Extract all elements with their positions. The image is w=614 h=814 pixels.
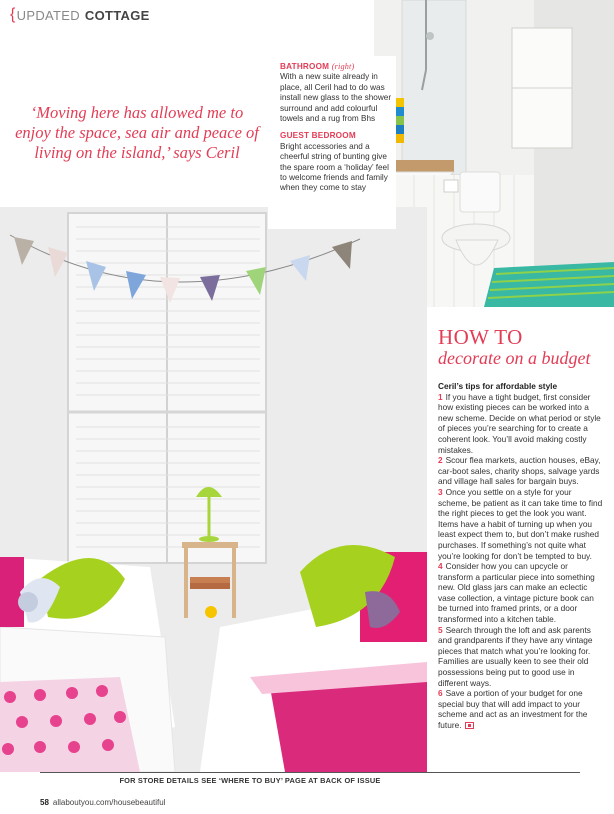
tip-item: [438, 455, 604, 487]
caption-bathroom: [280, 62, 396, 124]
caption-guest-bedroom: [280, 131, 396, 193]
tip-number: 6: [438, 688, 443, 699]
tip-text: If you have a tight budget, first consider how existing pieces can be worked into a new scheme. Decide on what period or style of pieces you’re searching for to create a coherent look. You’ll avoid making costly mistakes.: [438, 391, 601, 455]
tip-text: Once you settle on a style for your scheme, be patient as it can take time to find the right pieces to get the look you want. Items have a habit of turning up when you least expect them to, but don’t make rushed purchases. If something’s not quite what you’re looking for don’t be tempted to buy.: [438, 486, 603, 561]
how-to-intro: Ceril’s tips for affordable style: [438, 381, 558, 391]
footer-divider: [40, 772, 580, 773]
header-section: UPDATED: [16, 7, 80, 23]
tip-item: [438, 392, 604, 456]
photo-captions: [268, 56, 396, 229]
section-header: [10, 6, 150, 24]
tip-text: Scour flea markets, auction houses, eBay, car-boot sales, charity shops, salvage yards and village hall sales for bargain buys.: [438, 455, 601, 487]
page-folio: [40, 798, 165, 807]
magazine-url: allaboutyou.com/housebeautiful: [52, 798, 166, 807]
how-to-title: HOW TO: [438, 325, 523, 349]
caption-heading: GUEST BEDROOM: [280, 131, 356, 141]
tip-number: 2: [438, 455, 443, 466]
tip-item: [438, 688, 604, 730]
tip-number: 1: [438, 391, 443, 402]
store-details-note: FOR STORE DETAILS SEE ‘WHERE TO BUY’ PAGE AT BACK OF ISSUE: [119, 776, 381, 785]
tip-number: 3: [438, 486, 443, 497]
pull-quote: ‘Moving here has allowed me to enjoy the space, sea air and peace of living on the island,’ says Ceril: [15, 103, 259, 162]
caption-body: With a new suite already in place, all Ceril had to do was install new glass to the shower surround and add colourful towels and a rug from Bhs: [280, 72, 392, 124]
caption-body: Bright accessories and a cheerful string of bunting give the spare room a ‘holiday’ feel to welcome friends and family when they come to stay: [280, 141, 389, 193]
guest-bedroom-photo: [0, 207, 427, 772]
header-brace: {: [10, 6, 16, 23]
how-to-panel: [427, 320, 614, 772]
tip-number: 5: [438, 624, 443, 635]
tip-item: [438, 561, 604, 625]
tip-item: [438, 487, 604, 561]
page-number: 58: [40, 798, 49, 807]
end-of-article-icon: [465, 722, 474, 729]
tip-number: 4: [438, 561, 443, 572]
tip-text: Consider how you can upcycle or transform a particular piece into something new. Old glass jars can make an eclectic vase collection, a vintage picture book can be turned into framed prints, or a door transformed into a kitchen table.: [438, 561, 595, 625]
tip-text: Save a portion of your budget for one special buy that will add impact to your scheme and act as an investment for the future.: [438, 688, 588, 730]
caption-heading: BATHROOM: [280, 62, 330, 71]
header-subsection: COTTAGE: [84, 7, 150, 23]
caption-direction: (right): [331, 62, 355, 71]
tip-item: [438, 625, 604, 689]
tip-text: Search through the loft and ask parents and grandparents if they have any vintage pieces that match what you’re looking for. Families are usually keen to see their old possessions being put to good use in different ways.: [438, 624, 593, 688]
how-to-subtitle: decorate on a budget: [438, 348, 591, 368]
